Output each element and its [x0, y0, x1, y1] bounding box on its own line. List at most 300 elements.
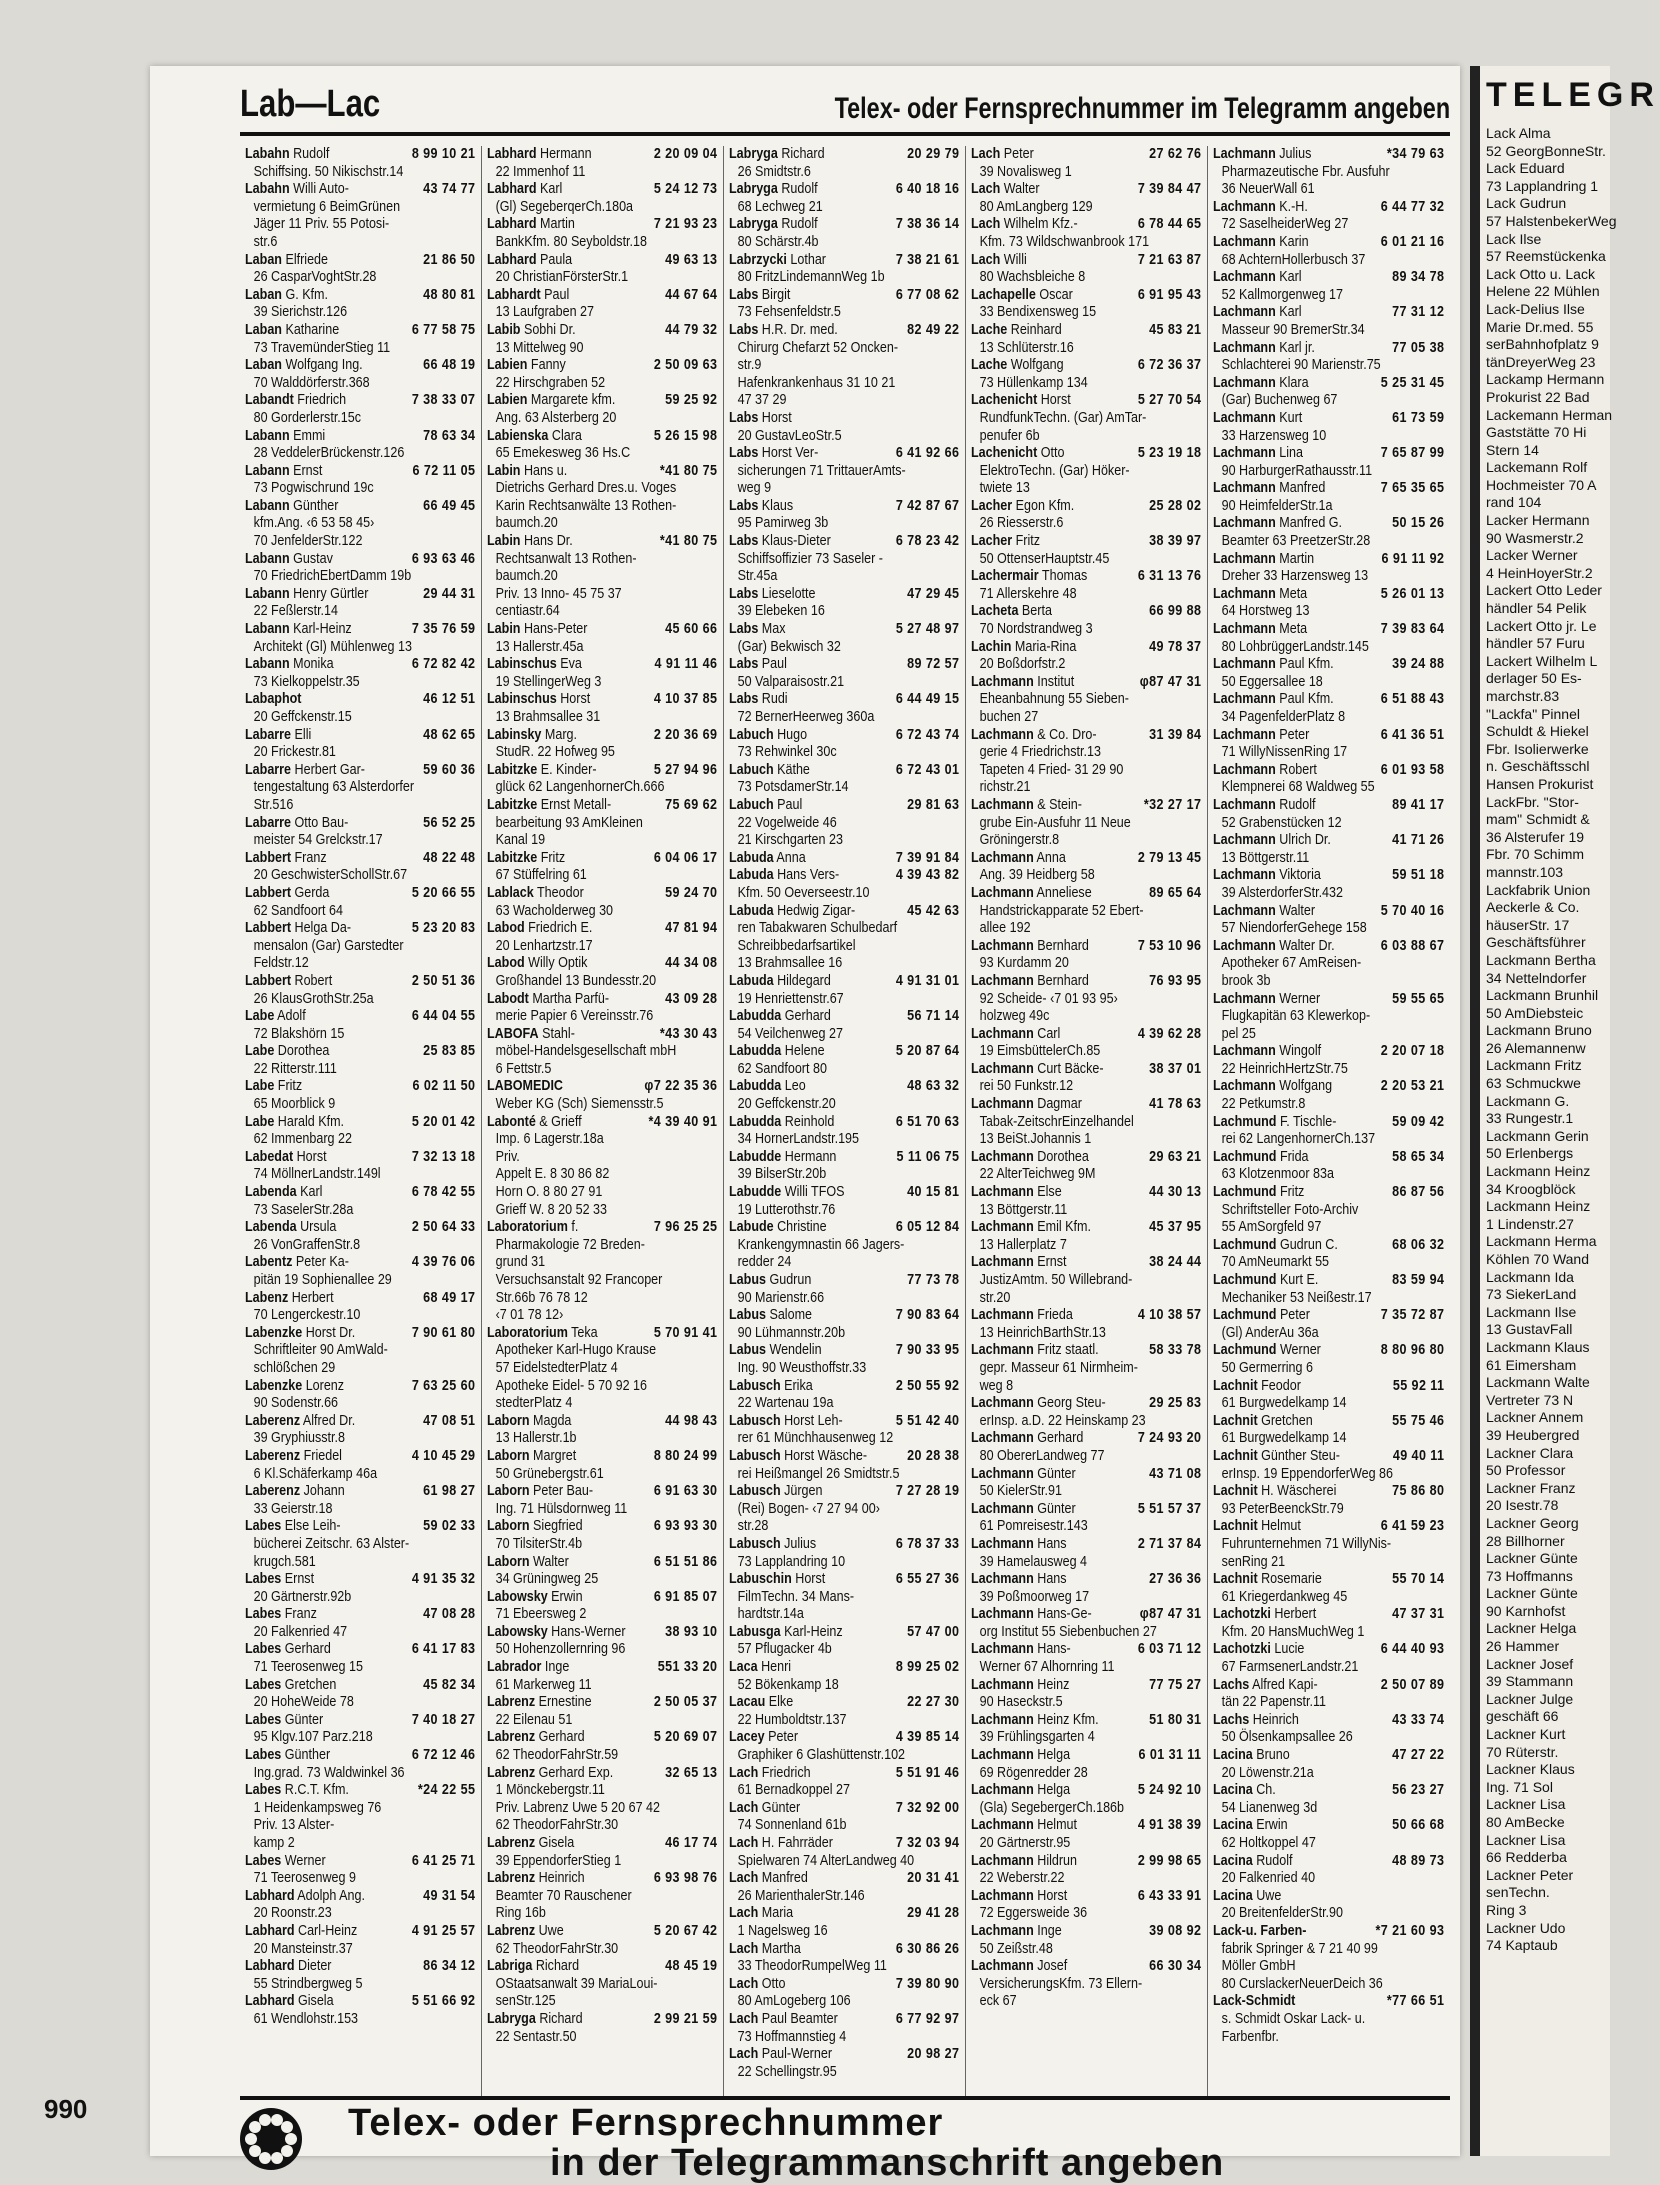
entry-name: Lacher Egon Kfm.	[971, 497, 1075, 514]
adjacent-line: mam" Schmidt &	[1486, 811, 1590, 828]
listing-entry	[1213, 1184, 1444, 1237]
entry-phone: 29 41 28	[907, 1905, 960, 1922]
listing-entry	[729, 1184, 959, 1219]
entry-detail: Gröningerstr.8	[979, 832, 1060, 849]
entry-phone: 83 59 94	[1392, 1272, 1445, 1288]
entry-name: Labusga Karl-Heinz	[729, 1623, 843, 1640]
listing-entry	[1213, 1378, 1444, 1413]
listing-entry	[487, 727, 717, 762]
adjacent-line: 33 Rungestr.1	[1486, 1110, 1574, 1127]
listing-entry	[1213, 991, 1444, 1044]
entry-phone: 7 38 33 07	[411, 392, 476, 409]
directory-page	[150, 66, 1460, 2184]
entry-phone: 8 80 96 80	[1380, 1342, 1445, 1359]
entry-detail: Chirurg Chefarzt 52 Oncken-	[737, 339, 899, 356]
entry-detail: 22 Eilenau 51	[495, 1711, 573, 1728]
listing-entry	[1213, 1747, 1444, 1782]
entry-phone: 49 40 11	[1392, 1447, 1445, 1464]
entry-detail: Schlachterei 90 Marienstr.75	[1221, 357, 1381, 374]
listing-entry	[729, 181, 959, 216]
listing-entry	[487, 1659, 717, 1694]
entry-name: Labusch Julius	[729, 1535, 817, 1552]
entry-detail: str.20	[979, 1289, 1011, 1306]
listing-entry	[245, 428, 475, 463]
listing-entry	[1213, 1448, 1444, 1483]
listing-entry	[971, 216, 1201, 251]
adjacent-line: Fbr. 70 Schimm	[1486, 846, 1585, 863]
entry-detail: allee 192	[979, 920, 1031, 937]
entry-name: Labib Sobhi Dr.	[487, 321, 576, 338]
entry-detail: 73 TravemünderStieg 11	[253, 339, 391, 356]
listing-entry	[245, 1677, 475, 1712]
entry-detail: 63 Wacholderweg 30	[495, 902, 614, 919]
entry-detail: Beamter 70 Rauschener	[495, 1887, 632, 1904]
entry-name: Labann Günther	[245, 497, 339, 514]
entry-phone: 86 87 56	[1392, 1184, 1445, 1201]
listing-entry	[245, 146, 475, 181]
entry-name: Labudda Gerhard	[729, 1008, 831, 1025]
entry-name: Lachmann Ernst	[971, 1254, 1067, 1271]
entry-name: Lachmann Dorothea	[971, 1148, 1089, 1165]
entry-phone: *34 79 63	[1386, 146, 1445, 162]
entry-name: Lachmann Wolfgang	[1213, 1078, 1333, 1095]
entry-phone: 47 29 45	[907, 585, 960, 602]
entry-phone: 7 96 25 25	[653, 1219, 718, 1236]
entry-phone: 6 72 11 05	[412, 462, 476, 479]
listing-entry	[245, 1993, 475, 2028]
listing-entry	[245, 463, 475, 498]
entry-name: Lachmann Paul Kfm.	[1213, 656, 1334, 673]
entry-name: Labentz Peter Ka-	[245, 1254, 349, 1271]
entry-detail: 65 Emekesweg 36 Hs.C	[495, 445, 631, 462]
listing-entry	[729, 1765, 959, 1800]
entry-name: Labitzke E. Kinder-	[487, 761, 597, 778]
entry-detail: 70 Walddörferstr.368	[253, 374, 370, 391]
entry-detail: richstr.21	[979, 779, 1031, 796]
entry-detail: gerie 4 Friedrichstr.13	[979, 744, 1101, 761]
entry-phone: 25 83 85	[423, 1043, 476, 1060]
entry-phone: 56 23 27	[1392, 1782, 1445, 1799]
entry-phone: *32 27 17	[1143, 796, 1202, 813]
entry-name: Lachmann K.-H.	[1213, 198, 1308, 215]
entry-phone: 6 01 21 16	[1380, 233, 1445, 250]
entry-detail: 71 Ebeersweg 2	[495, 1606, 587, 1623]
entry-name: Lachmund Fritz	[1213, 1184, 1305, 1201]
entry-name: Labowsky Erwin	[487, 1588, 583, 1605]
entry-detail: 61 Markerweg 11	[495, 1676, 592, 1693]
listing-entry	[971, 146, 1201, 181]
entry-phone: 5 70 91 41	[653, 1324, 718, 1341]
entry-detail: 20 BreitenfelderStr.90	[1221, 1905, 1344, 1922]
listing-entry	[245, 885, 475, 920]
entry-detail: 1 Nagelsweg 16	[737, 1922, 828, 1939]
listing-entry	[729, 1694, 959, 1729]
entry-name: Lachmann Meta	[1213, 585, 1308, 602]
entry-detail: Beamter 63 PreetzerStr.28	[1221, 533, 1371, 550]
listing-entry	[487, 762, 717, 797]
listing-entry	[729, 1659, 959, 1694]
entry-name: Lachmann Peter	[1213, 726, 1310, 743]
listing-entry	[245, 973, 475, 1008]
adjacent-line: Lack Eduard	[1486, 160, 1565, 177]
entry-name: Laborn Peter Bau-	[487, 1483, 594, 1500]
entry-detail: Kfm. 20 HansMuchWeg 1	[1221, 1623, 1365, 1640]
listing-entry	[729, 1800, 959, 1835]
entry-detail: RundfunkTechn. (Gar) AmTar-	[979, 409, 1147, 426]
entry-name: Lachmann Paul Kfm.	[1213, 691, 1334, 708]
listing-entry	[245, 1888, 475, 1923]
listing-entry	[245, 1606, 475, 1641]
entry-name: Lacina Ch.	[1213, 1782, 1276, 1799]
entry-name: Labarre Elli	[245, 726, 312, 743]
listing-entry	[487, 1078, 717, 1113]
entry-phone: 56 71 14	[907, 1008, 960, 1025]
entry-phone: 45 42 63	[907, 902, 960, 919]
entry-phone: 551 33 20	[657, 1659, 718, 1676]
entry-name: Labann Henry Gürtler	[245, 585, 369, 602]
entry-phone: 59 60 36	[423, 761, 476, 778]
entry-phone: 4 39 43 82	[895, 867, 960, 884]
entry-name: Labrenz Heinrich	[487, 1870, 585, 1887]
column-1	[240, 146, 482, 2096]
entry-detail: 50 OttenserHauptstr.45	[979, 550, 1110, 567]
entry-name: Labrenz Gerhard	[487, 1729, 585, 1746]
entry-name: Labenz Herbert	[245, 1289, 334, 1306]
entry-name: Lacau Elke	[729, 1694, 794, 1711]
entry-phone: 59 25 92	[665, 392, 718, 409]
entry-phone: 86 34 12	[423, 1958, 476, 1975]
entry-detail: 20 Mansteinstr.37	[253, 1940, 353, 1957]
entry-name: Lachapelle Oscar	[971, 286, 1073, 303]
entry-phone: 5 25 31 45	[1380, 374, 1445, 391]
entry-detail: 61 Burgwedelkamp 14	[1221, 1430, 1347, 1447]
entry-name: Lachmann & Stein-	[971, 796, 1082, 813]
listing-entry	[245, 1008, 475, 1043]
entry-detail: BankKfm. 80 Seyboldstr.18	[495, 233, 648, 250]
entry-detail: Jäger 11 Priv. 55 Potosi-	[253, 216, 390, 233]
entry-phone: 7 38 36 14	[895, 216, 960, 233]
entry-detail: Pharmazeutische Fbr. Ausfuhr	[1221, 163, 1390, 180]
entry-detail: 57 EidelstedterPlatz 4	[495, 1359, 618, 1376]
entry-detail: 22 Hirschgraben 52	[495, 374, 606, 391]
entry-detail: 13 Böttgerstr.11	[979, 1201, 1068, 1218]
entry-name: Lachmann Bernhard	[971, 937, 1089, 954]
adjacent-line: Lackner Clara	[1486, 1444, 1574, 1461]
entry-detail: Flugkapitän 63 Klewerkop-	[1221, 1008, 1371, 1025]
adjacent-line: Ing. 71 Sol	[1486, 1778, 1553, 1795]
entry-detail: 50 Valparaisostr.21	[737, 673, 845, 690]
entry-detail: gepr. Masseur 61 Nirmheim-	[979, 1359, 1138, 1376]
entry-phone: 6 93 63 46	[411, 550, 476, 567]
entry-name: Labe Dorothea	[245, 1043, 330, 1060]
entry-phone: 48 63 32	[907, 1078, 960, 1095]
column-3	[724, 146, 966, 2096]
entry-detail: 39 Hamelausweg 4	[979, 1553, 1088, 1570]
adjacent-line: Lackner Udo	[1486, 1919, 1566, 1936]
entry-name: Labhard Paula	[487, 251, 573, 268]
entry-phone: 44 30 13	[1149, 1184, 1202, 1201]
entry-name: Lachnit Feodor	[1213, 1377, 1301, 1394]
entry-phone: 58 33 78	[1149, 1342, 1202, 1359]
listing-entry	[245, 1043, 475, 1078]
entry-detail: Priv. Labrenz Uwe 5 20 67 42	[495, 1799, 661, 1816]
entry-name: Lach Paul-Werner	[729, 2046, 832, 2063]
entry-name: Lachmann Horst	[971, 1887, 1068, 1904]
entry-detail: möbel-Handelsgesellschaft mbH	[495, 1043, 677, 1060]
entry-detail: 71 Teerosenweg 9	[253, 1870, 356, 1887]
entry-phone: φ7 22 35 36	[644, 1078, 718, 1095]
adjacent-line: Köhlen 70 Wand	[1486, 1251, 1589, 1267]
entry-detail: (Gla) SegebergerCh.186b	[979, 1799, 1125, 1816]
adjacent-line: LackFbr. "Stor-	[1486, 793, 1579, 810]
listing-entry	[1213, 515, 1444, 550]
listing-entry	[971, 1923, 1201, 1958]
entry-name: Labhardt Paul	[487, 286, 570, 303]
entry-detail: 90 HarburgerRathausstr.11	[1221, 462, 1373, 479]
entry-name: Lachnit Günther Steu-	[1213, 1447, 1340, 1464]
entry-detail: 55 Strindbergweg 5	[253, 1975, 363, 1992]
entry-phone: 7 38 21 61	[895, 251, 960, 268]
entry-phone: 5 23 19 18	[1137, 445, 1202, 462]
listing-entry	[729, 691, 959, 726]
entry-name: Labryga Richard	[729, 146, 825, 162]
entry-phone: 7 42 87 67	[895, 497, 960, 514]
entry-name: Labarre Herbert Gar-	[245, 761, 365, 778]
entry-name: Lachmann Walter Dr.	[1213, 937, 1335, 954]
adjacent-line: Lackmann Bruno	[1486, 1022, 1592, 1039]
entry-name: Labus Salome	[729, 1307, 813, 1324]
entry-detail: 71 WillyNissenRing 17	[1221, 744, 1348, 761]
listing-entry	[729, 973, 959, 1008]
listing-entry	[245, 656, 475, 691]
listing-entry	[729, 252, 959, 287]
adjacent-line: Lackamp Hermann	[1486, 371, 1605, 388]
entry-name: Labuda Hildegard	[729, 972, 831, 989]
listing-entry	[971, 885, 1201, 938]
entry-phone: φ87 47 31	[1139, 673, 1202, 690]
listing-entry	[971, 727, 1201, 797]
entry-name: Labs Klaus	[729, 497, 794, 514]
entry-detail: Möller GmbH	[1221, 1958, 1296, 1975]
entry-detail: Schriftleiter 90 AmWald-	[253, 1342, 388, 1359]
listing-entry	[971, 1606, 1201, 1641]
entry-phone: 59 09 42	[1392, 1113, 1445, 1130]
entry-phone: 7 35 72 87	[1380, 1307, 1445, 1324]
entry-detail: 13 Brahmsallee 16	[737, 955, 843, 972]
entry-detail: 22 Humboldtstr.137	[737, 1711, 847, 1728]
entry-phone: 6 91 95 43	[1137, 286, 1202, 303]
entry-detail: bearbeitung 93 AmKleinen	[495, 814, 643, 831]
listing-entry	[971, 1641, 1201, 1676]
listing-entry	[971, 603, 1201, 638]
adjacent-line: Lackner Franz	[1486, 1479, 1576, 1496]
entry-name: Lacher Fritz	[971, 533, 1041, 550]
listing-entry	[487, 216, 717, 251]
entry-detail: 19 EimsbüttelerCh.85	[979, 1043, 1101, 1060]
listing-entry	[1213, 1307, 1444, 1342]
entry-name: Labs Lieselotte	[729, 585, 816, 602]
entry-detail: penufer 6b	[979, 427, 1040, 444]
entry-name: Lach Paul Beamter	[729, 2010, 838, 2027]
listing-entry	[245, 1853, 475, 1888]
listing-entry	[487, 1114, 717, 1220]
entry-detail: org Institut 55 Siebenbuchen 27	[979, 1623, 1157, 1640]
entry-detail: 50 Ölsenkampsallee 26	[1221, 1729, 1353, 1746]
adjacent-line: Lack-Delius Ilse	[1486, 300, 1585, 317]
adjacent-line: Lackner Josef	[1486, 1655, 1574, 1672]
listing-entry	[245, 252, 475, 287]
entry-detail: merie Papier 6 Vereinsstr.76	[495, 1008, 654, 1025]
entry-phone: 5 26 01 13	[1380, 585, 1445, 602]
listing-entry	[487, 1589, 717, 1624]
entry-detail: glück 62 LangenhornerCh.666	[495, 779, 665, 796]
entry-name: Lach Willi	[971, 251, 1027, 268]
dial-hole	[259, 2152, 271, 2164]
entry-detail: Ing.grad. 73 Waldwinkel 36	[253, 1764, 405, 1781]
entry-name: Laca Henri	[729, 1659, 792, 1676]
adjacent-line: 36 Alsterufer 19	[1486, 828, 1585, 845]
entry-phone: 50 66 68	[1392, 1817, 1445, 1834]
entry-name: Labhard Gisela	[245, 1993, 334, 2010]
banner-line-2: in der Telegrammanschrift angeben	[550, 2142, 1225, 2184]
entry-name: Lach Wilhelm Kfz.-	[971, 216, 1078, 233]
entry-phone: 2 50 55 92	[895, 1377, 960, 1394]
entry-detail: 62 TheodorFahrStr.30	[495, 1817, 619, 1834]
listing-entry	[971, 1712, 1201, 1747]
entry-phone: 2 99 98 65	[1137, 1852, 1202, 1869]
listing-entry	[1213, 656, 1444, 691]
entry-phone: 29 44 31	[423, 585, 476, 602]
entry-phone: 2 99 21 59	[653, 2010, 718, 2027]
entry-detail: Mechaniker 53 Neißestr.17	[1221, 1289, 1372, 1306]
entry-detail: 33 TheodorRumpelWeg 11	[737, 1958, 887, 1975]
entry-phone: 6 02 11 50	[412, 1078, 476, 1095]
entry-detail: 62 TheodorFahrStr.59	[495, 1747, 619, 1764]
entry-detail: 19 Henriettenstr.67	[737, 990, 844, 1007]
entry-phone: 49 78 37	[1149, 638, 1202, 655]
entry-detail: 33 Bendixensweg 15	[979, 304, 1097, 321]
entry-phone: 7 53 10 96	[1137, 937, 1202, 954]
entry-detail: Apotheker Karl-Hugo Krause	[495, 1342, 657, 1359]
entry-phone: 7 32 03 94	[895, 1835, 960, 1851]
entry-detail: 39 EppendorferStieg 1	[495, 1852, 622, 1869]
entry-detail: 62 Sandfoort 64	[253, 902, 343, 919]
entry-phone: 49 31 54	[423, 1887, 476, 1904]
entry-name: Labod Willy Optik	[487, 955, 588, 972]
entry-detail: 1 Mönckebergstr.11	[495, 1782, 605, 1799]
entry-detail: erInsp. a.D. 22 Heinskamp 23	[979, 1412, 1146, 1429]
listing-entry	[487, 1729, 717, 1764]
listing-entry	[487, 1448, 717, 1483]
entry-name: Lachmund Werner	[1213, 1342, 1321, 1359]
entry-name: Labedat Horst	[245, 1148, 327, 1165]
listing-entry	[971, 973, 1201, 1026]
entry-detail: 20 Roonstr.23	[253, 1905, 332, 1922]
entry-name: Labarre Otto Bau-	[245, 814, 349, 831]
listing-entry	[1213, 1888, 1444, 1923]
entry-name: Labhard Hermann	[487, 146, 592, 162]
entry-phone: 5 27 48 97	[895, 621, 960, 638]
entry-name: Labhard Martin	[487, 216, 575, 233]
entry-name: Laban Elfriede	[245, 251, 329, 268]
entry-detail: 57 NiendorferGehege 158	[1221, 920, 1367, 937]
entry-name: Labs Max	[729, 621, 786, 638]
entry-detail: 39 BilserStr.20b	[737, 1166, 827, 1183]
entry-phone: 6 78 44 65	[1137, 216, 1202, 233]
adjacent-line: 70 Rüterstr.	[1486, 1743, 1559, 1760]
adjacent-line: 39 Heubergred	[1486, 1426, 1580, 1443]
entry-detail: 20 Geffckenstr.20	[737, 1096, 836, 1113]
entry-phone: 7 35 76 59	[411, 621, 476, 638]
entry-name: Labien Margarete kfm.	[487, 392, 616, 409]
listing-entry	[971, 287, 1201, 322]
entry-name: Lach Martha	[729, 1940, 801, 1957]
entry-name: Lacina Erwin	[1213, 1817, 1288, 1834]
entry-name: Lachmund F. Tischle-	[1213, 1113, 1337, 1130]
listing-entry	[245, 1923, 475, 1958]
listing-entry	[245, 691, 475, 726]
entry-phone: 29 63 21	[1149, 1148, 1202, 1165]
entry-phone: 2 20 09 04	[653, 146, 718, 162]
adjacent-line: Fbr. Isolierwerke	[1486, 740, 1589, 757]
adjacent-line: Lackert Otto Leder	[1486, 582, 1602, 599]
entry-phone: *41 80 75	[659, 533, 718, 550]
entry-detail: Kanal 19	[495, 832, 546, 849]
entry-detail: 61 Pomreisestr.143	[979, 1518, 1088, 1535]
entry-phone: 27 36 36	[1149, 1571, 1202, 1588]
entry-phone: 44 67 64	[665, 286, 718, 303]
entry-phone: 4 39 76 06	[411, 1254, 476, 1271]
entry-detail: 20 GeschwisterSchollStr.67	[253, 867, 408, 884]
listing-entry	[1213, 410, 1444, 445]
adjacent-line: Lackemann Herman	[1486, 406, 1613, 423]
listing-entry	[729, 216, 959, 251]
entry-phone: 6 72 36 37	[1137, 357, 1202, 374]
listing-entry	[729, 850, 959, 868]
entry-detail: 73 Fehsenfeldstr.5	[737, 304, 841, 321]
entry-name: Labes Günter	[245, 1711, 324, 1728]
entry-name: Lachmann Josef	[971, 1958, 1068, 1975]
entry-name: Labhard Karl	[487, 181, 563, 198]
entry-name: Lachin Maria-Rina	[971, 638, 1077, 655]
entry-name: Labrador Inge	[487, 1659, 570, 1676]
entry-detail: Dreher 33 Harzensweg 13	[1221, 568, 1369, 585]
listing-entry	[245, 1448, 475, 1483]
adjacent-line: Lackmann G.	[1486, 1092, 1570, 1109]
entry-name: Lachotzki Herbert	[1213, 1606, 1317, 1623]
entry-detail: 52 Kallmorgenweg 17	[1221, 286, 1344, 303]
entry-name: Labahn Willi Auto-	[245, 181, 349, 198]
entry-phone: 78 63 34	[423, 427, 476, 444]
entry-name: Laborn Siegfried	[487, 1518, 583, 1535]
entry-detail: 57 Pflugacker 4b	[737, 1641, 832, 1658]
listing-entry	[971, 1571, 1201, 1606]
entry-phone: 5 20 87 64	[895, 1043, 960, 1060]
entry-name: Labs Horst	[729, 409, 792, 426]
entry-phone: 6 72 43 01	[895, 761, 960, 778]
entry-phone: 6 44 77 32	[1380, 198, 1445, 215]
listing-entry	[729, 1272, 959, 1307]
listing-entry	[729, 1149, 959, 1184]
entry-name: Labuda Anna	[729, 849, 806, 866]
entry-name: Lachmann Klara	[1213, 374, 1309, 391]
entry-name: Labs Klaus-Dieter	[729, 533, 831, 550]
entry-detail: 80 Schärstr.4b	[737, 233, 819, 250]
listing-entry	[1213, 938, 1444, 991]
listing-entry	[487, 1958, 717, 2011]
entry-name: Labusch Horst Leh-	[729, 1412, 843, 1429]
listing-entry	[487, 1554, 717, 1589]
